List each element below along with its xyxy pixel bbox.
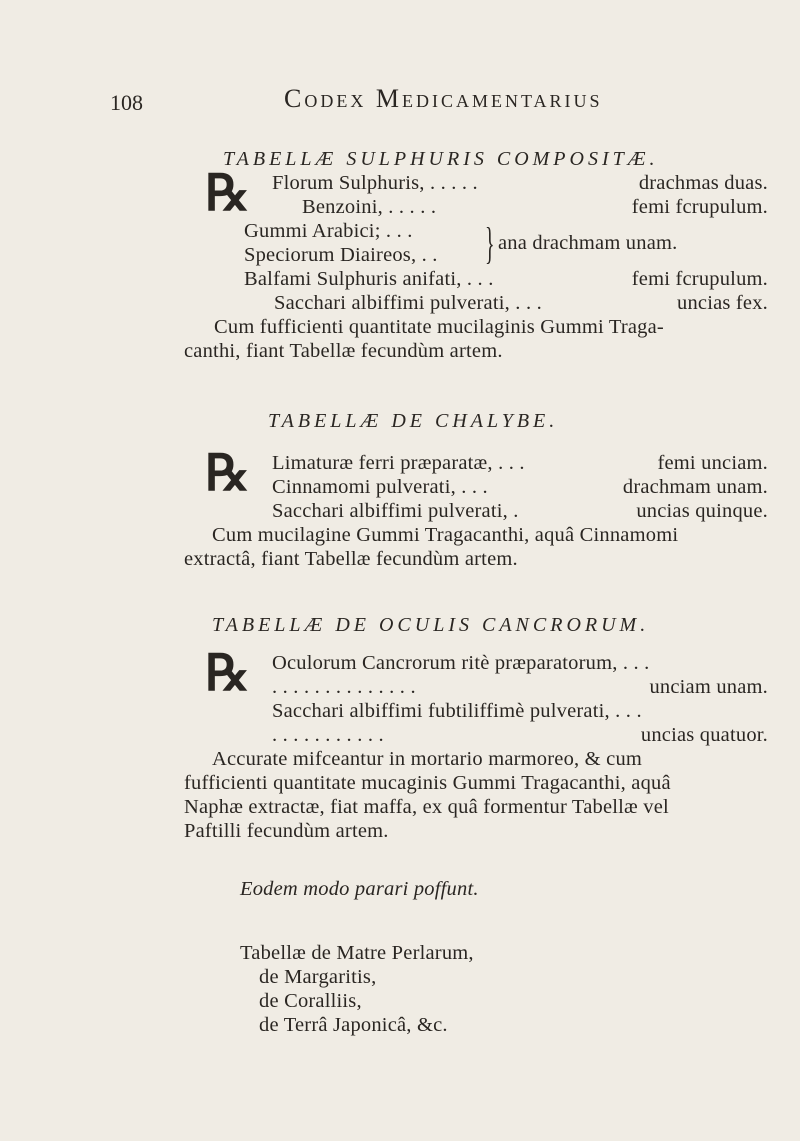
ingredient-dose: femi unciam. [657,452,768,474]
ingredient-line: Oculorum Cancrorum ritè præparatorum, . . . [272,652,650,674]
footer-line: de Terrâ Japonicâ, &c. [259,1014,448,1036]
recipe-symbol: ℞ [205,645,250,701]
instruction-line: extractâ, fiant Tabellæ fecundùm artem. [184,548,518,570]
ingredient-dose: unciam unam. [649,676,768,698]
ingredient-dose: uncias quinque. [636,500,768,522]
instruction-line: Accurate mifceantur in mortario marmoreo, & cum [212,748,643,770]
ingredient-dose: drachmam unam. [622,476,768,498]
ingredient-line: Benzoini, . . . . . [302,196,437,218]
footer-line: Tabellæ de Matre Perlarum, [240,942,474,964]
ingredient-line: Sacchari albiffimi fubtiliffimè pulverati, . . . [272,700,642,722]
footer-line: de Margaritis, [259,966,377,988]
footer-line: de Coralliis, [259,990,362,1012]
ingredient-dose: ana drachmam unam. [498,232,678,254]
ingredient-line: Sacchari albiffimi pulverati, . . . [274,292,542,314]
instruction-line: Cum mucilagine Gummi Tragacanthi, aquâ Cinnamomi [212,524,679,546]
ingredient-line: Limaturæ ferri præparatæ, . . . [272,452,525,474]
ingredient-line: . . . . . . . . . . . . . . [272,676,416,698]
page-number: 108 [110,90,143,115]
running-title: Codex Medicamentarius [284,84,603,113]
brace-icon: } [485,219,495,268]
instruction-line: Cum fufficienti quantitate mucilaginis Gummi Traga- [214,316,664,338]
ingredient-line: Cinnamomi pulverati, . . . [272,476,488,498]
ingredient-dose: femi fcrupulum. [631,268,768,290]
instruction-line: Paftilli fecundùm artem. [184,820,389,842]
ingredient-dose: uncias fex. [677,292,768,314]
ingredient-dose: drachmas duas. [638,172,768,194]
ingredient-dose: uncias quatuor. [640,724,768,746]
recipe-symbol: ℞ [205,445,250,501]
ingredient-line: Speciorum Diaireos, . . [244,244,438,266]
section-title-chalybe: TABELLÆ DE CHALYBE. [268,410,559,432]
instruction-line: fufficienti quantitate mucaginis Gummi Tragacanthi, aquâ [184,772,671,794]
ingredient-line: Sacchari albiffimi pulverati, . [272,500,519,522]
ingredient-line: Florum Sulphuris, . . . . . [272,172,478,194]
instruction-line: Naphæ extractæ, fiat maffa, ex quâ formentur Tabellæ vel [184,796,669,818]
ingredient-line: Balfami Sulphuris anifati, . . . [244,268,494,290]
section-title-sulphuris: TABELLÆ SULPHURIS COMPOSITÆ. [223,148,659,170]
instruction-line: canthi, fiant Tabellæ fecundùm artem. [184,340,503,362]
recipe-symbol: ℞ [205,165,250,221]
ingredient-dose: femi fcrupulum. [631,196,768,218]
section-title-oculis: TABELLÆ DE OCULIS CANCRORUM. [212,614,650,636]
footer-heading: Eodem modo parari poffunt. [240,878,479,900]
ingredient-line: Gummi Arabici; . . . [244,220,413,242]
ingredient-line: . . . . . . . . . . . [272,724,384,746]
